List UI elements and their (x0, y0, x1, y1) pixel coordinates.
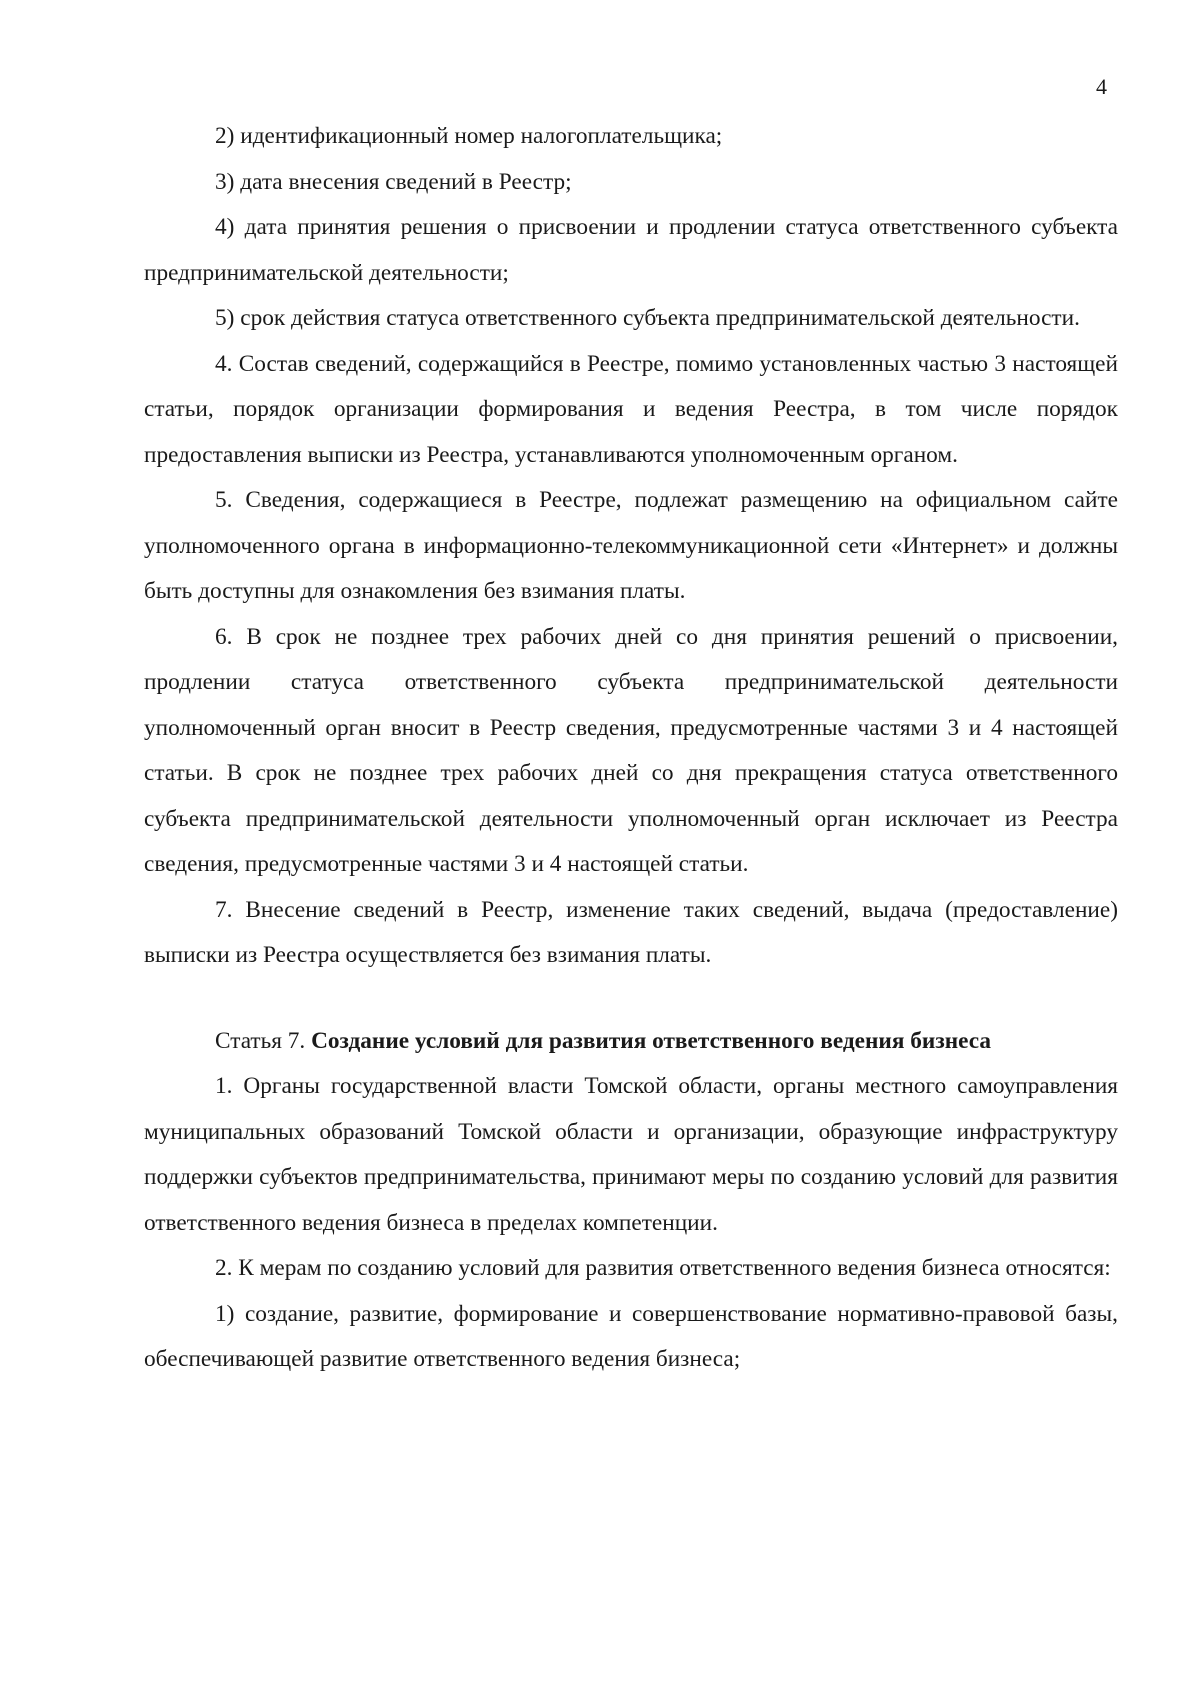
list-item-decision-date: 4) дата принятия решения о присвоении и продлении статуса ответственного субъекта предпринимательской деятельности; (144, 214, 1118, 286)
article-title: Создание условий для развития ответственного ведения бизнеса (311, 1027, 992, 1054)
document-body (144, 114, 1118, 1383)
paragraph-article7-part-1: 1. Органы государственной власти Томской области, органы местного самоуправления муниципальных образований Томской области и организации, образующие инфраструктуру поддержки субъектов предпринимательства, принимают меры по созданию условий для развития ответственного ведения бизнеса в пределах компетенции. (144, 1073, 1118, 1236)
paragraph-part-6: 6. В срок не позднее трех рабочих дней со дня принятия решений о присвоении, продлении статуса ответственного субъекта предпринимательской деятельности уполномоченный орган вносит в Реестр сведения, предусмотренные частями 3 и 4 настоящей статьи. В срок не позднее трех рабочих дней со дня прекращения статуса ответственного субъекта предпринимательской деятельности уполномоченный орган исключает из Реестра сведения, предусмотренные частями 3 и 4 настоящей статьи. (144, 623, 1118, 877)
list-item-inn: 2) идентификационный номер налогоплательщика; (215, 123, 723, 149)
article-prefix: Статья 7. (215, 1027, 312, 1054)
list-item-registry-date: 3) дата внесения сведений в Реестр; (215, 168, 572, 195)
list-item-legal-base: 1) создание, развитие, формирование и совершенствование нормативно-правовой базы, обеспечивающей развитие ответственного ведения бизнеса; (144, 1300, 1118, 1372)
list-item-status-term: 5) срок действия статуса ответственного субъекта предпринимательской деятельности. (215, 305, 1080, 331)
article-heading (144, 1019, 1118, 1065)
paragraph-article7-part-2: 2. К мерам по созданию условий для развития ответственного ведения бизнеса относятся: (215, 1255, 1111, 1281)
paragraph-part-4: 4. Состав сведений, содержащийся в Реестре, помимо установленных частью 3 настоящей статьи, порядок организации формирования и ведения Реестра, в том числе порядок предоставления выписки из Реестра, устанавливаются уполномоченным органом. (144, 350, 1118, 468)
paragraph-part-5: 5. Сведения, содержащиеся в Реестре, подлежат размещению на официальном сайте уполномоченного органа в информационно-телекоммуникационной сети «Интернет» и должны быть доступны для ознакомления без взимания платы. (144, 487, 1118, 604)
page-number: 4 (1096, 74, 1107, 99)
paragraph-part-7: 7. Внесение сведений в Реестр, изменение таких сведений, выдача (предоставление) выписки из Реестра осуществляется без взимания платы. (144, 896, 1118, 968)
